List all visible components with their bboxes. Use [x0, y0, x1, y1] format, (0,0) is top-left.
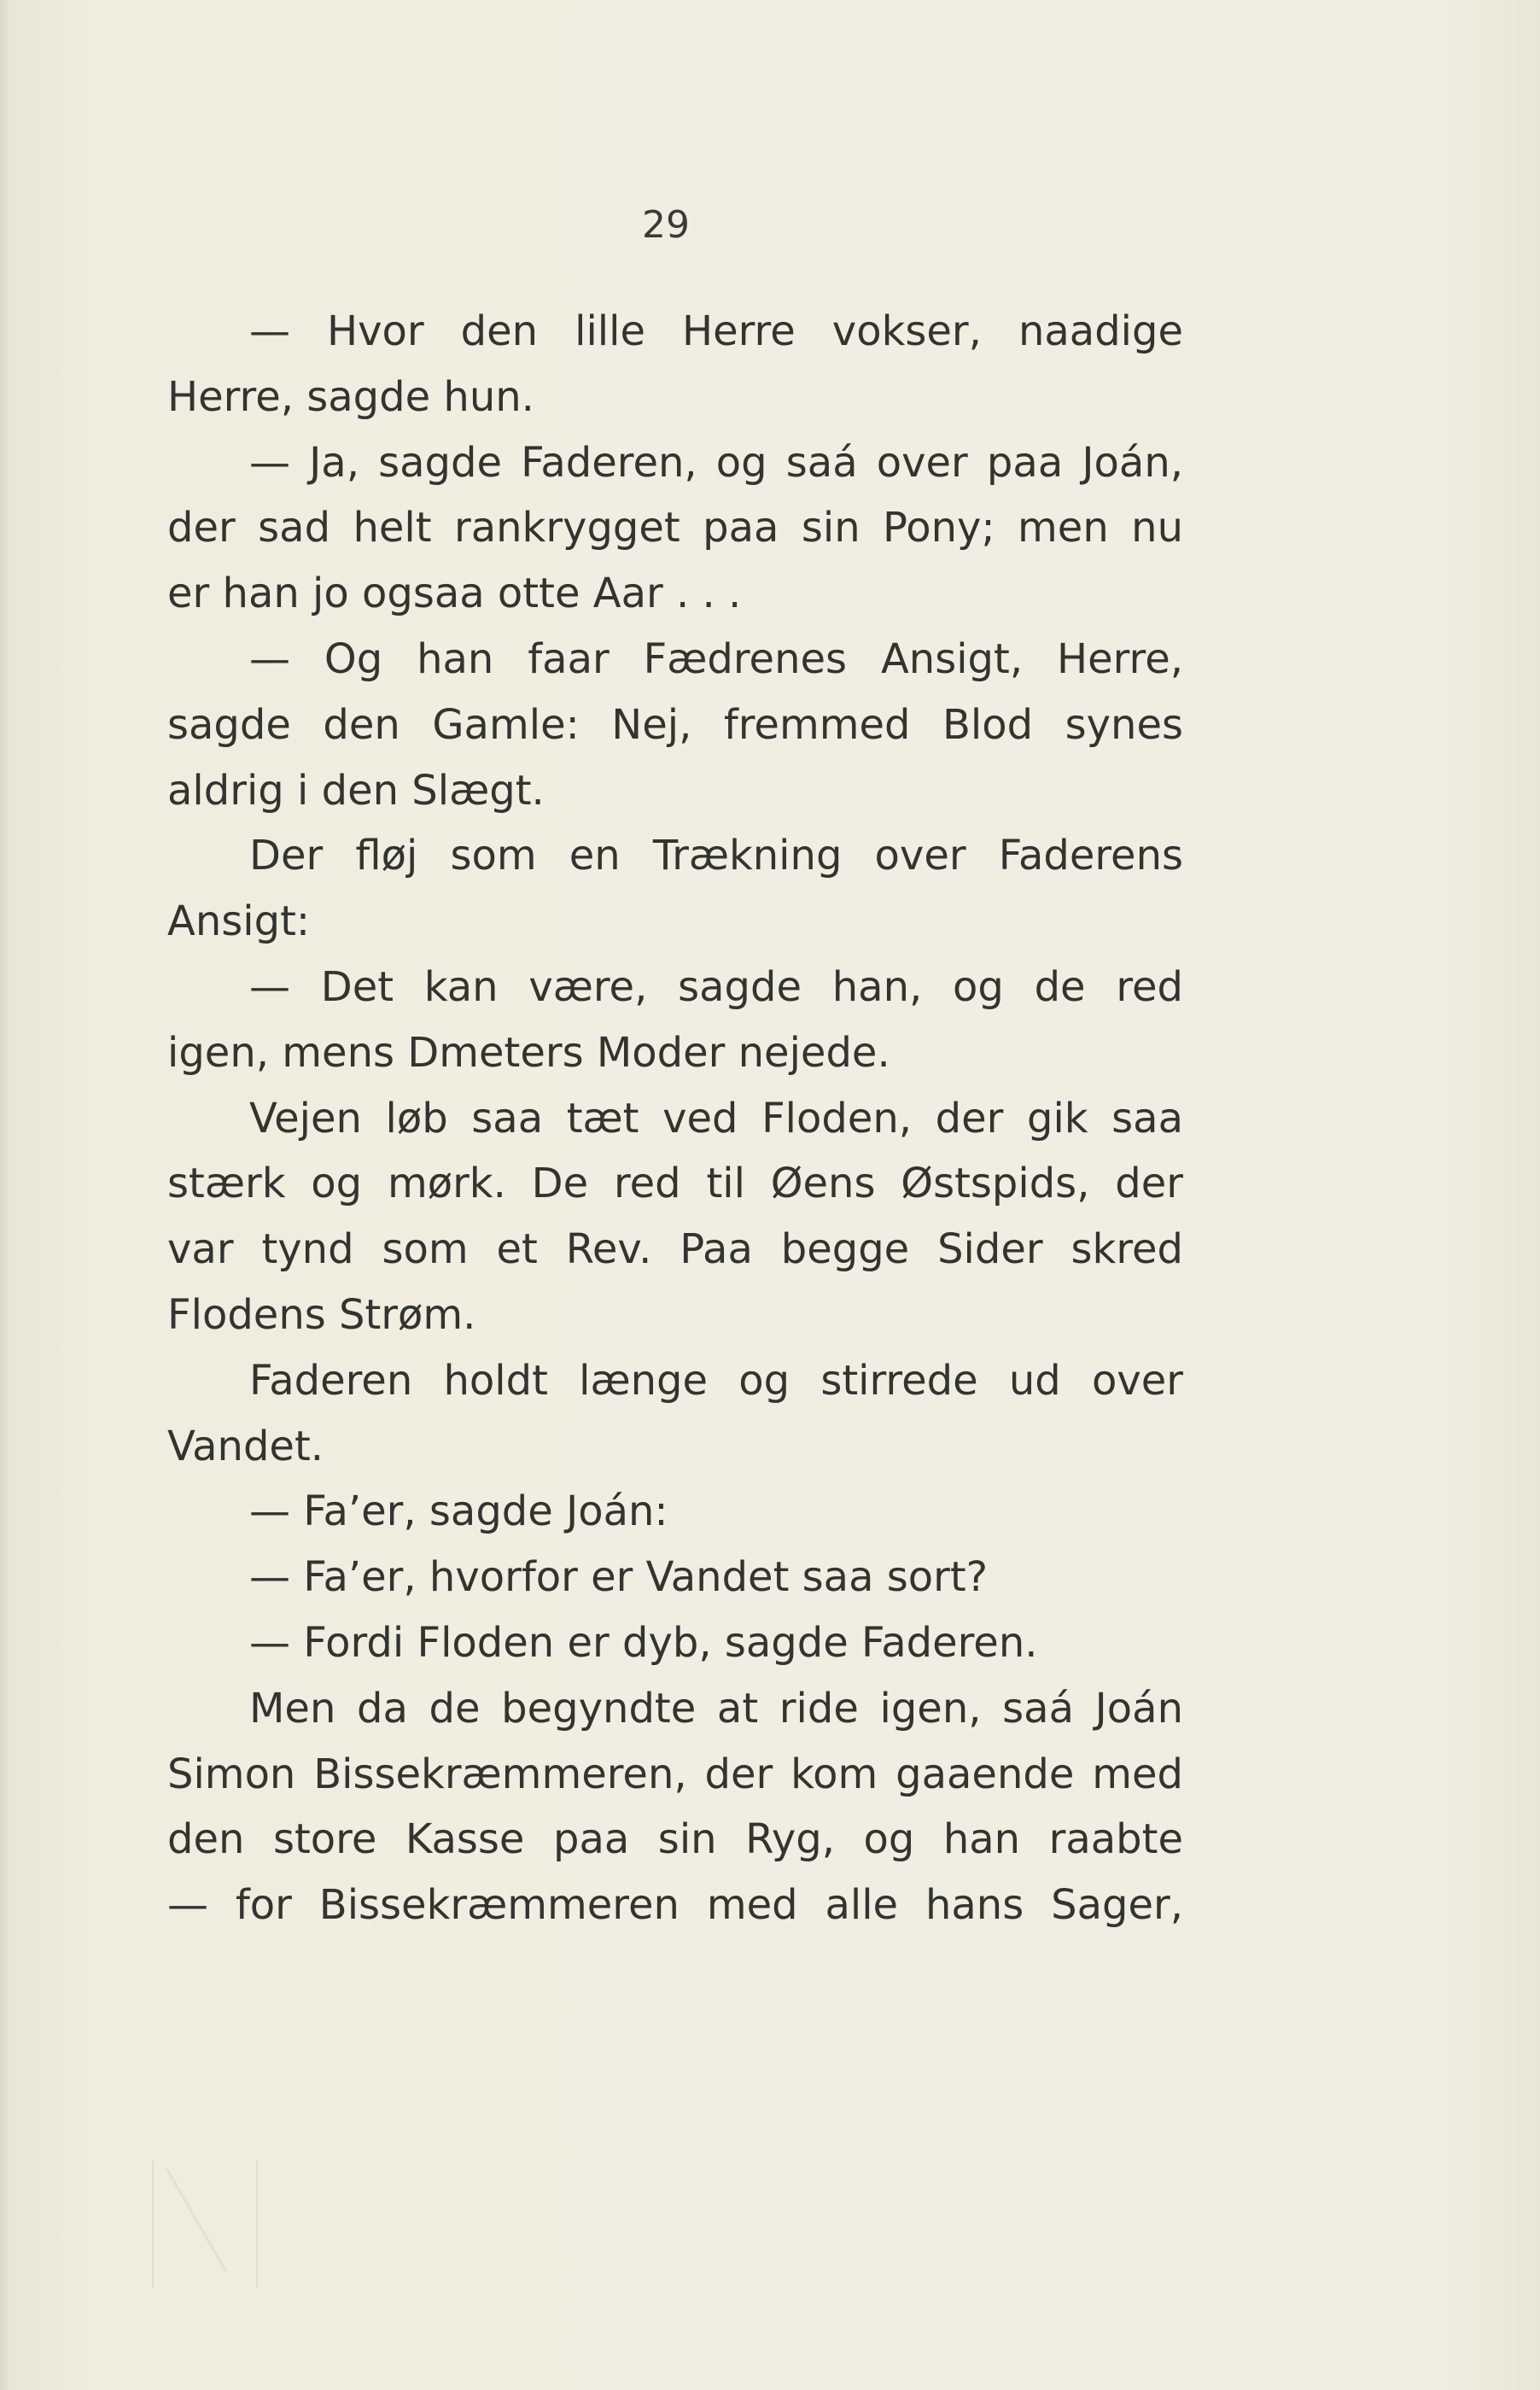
text-line: var tynd som et Rev. Paa begge Sider skred [167, 1225, 1183, 1274]
text-line: — Og han faar Fædrenes Ansigt, Herre, [249, 634, 1183, 683]
page-number: 29 [642, 203, 690, 247]
text-line: — Hvor den lille Herre vokser, naadige [249, 307, 1183, 355]
text-line: — Det kan være, sagde han, og de red [249, 962, 1183, 1011]
text-line: stærk og mørk. De red til Øens Østspids, der [167, 1160, 1183, 1208]
stamp-diagonal-mark [162, 2169, 230, 2271]
text-line: Vejen løb saa tæt ved Floden, der gik saa [249, 1094, 1183, 1142]
text-line: Der fløj som en Trækning over Faderens [249, 832, 1183, 880]
text-line: Vandet. [167, 1422, 324, 1470]
text-line: er han jo ogsaa otte Aar . . . [167, 570, 742, 618]
text-line: Men da de begyndte at ride igen, saá Joán [249, 1684, 1183, 1733]
text-line: Ansigt: [167, 897, 311, 946]
text-line: — Fordi Floden er dyb, sagde Faderen. [249, 1618, 1038, 1667]
text-line: Herre, sagde hun. [167, 372, 534, 421]
text-line: Simon Bissekræmmeren, der kom gaaende med [167, 1750, 1183, 1798]
text-line: der sad helt rankrygget paa sin Pony; men nu [167, 504, 1183, 552]
text-line: sagde den Gamle: Nej, fremmed Blod synes [167, 700, 1183, 749]
text-line: — for Bissekræmmeren med alle hans Sager, [167, 1881, 1183, 1930]
text-line: — Fa’er, sagde Joán: [249, 1487, 668, 1536]
text-line: — Fa’er, hvorfor er Vandet saa sort? [249, 1553, 989, 1602]
text-line: Faderen holdt længe og stirrede ud over [249, 1356, 1183, 1405]
text-line: aldrig i den Slægt. [167, 766, 545, 815]
text-line: Flodens Strøm. [167, 1290, 476, 1339]
text-line: — Ja, sagde Faderen, og saá over paa Joán, [249, 438, 1183, 487]
text-line: den store Kasse paa sin Ryg, og han raabte [167, 1815, 1183, 1864]
page-spine-edge [0, 0, 9, 2390]
body-text [167, 299, 1183, 1938]
text-line: igen, mens Dmeters Moder nejede. [167, 1028, 890, 1077]
